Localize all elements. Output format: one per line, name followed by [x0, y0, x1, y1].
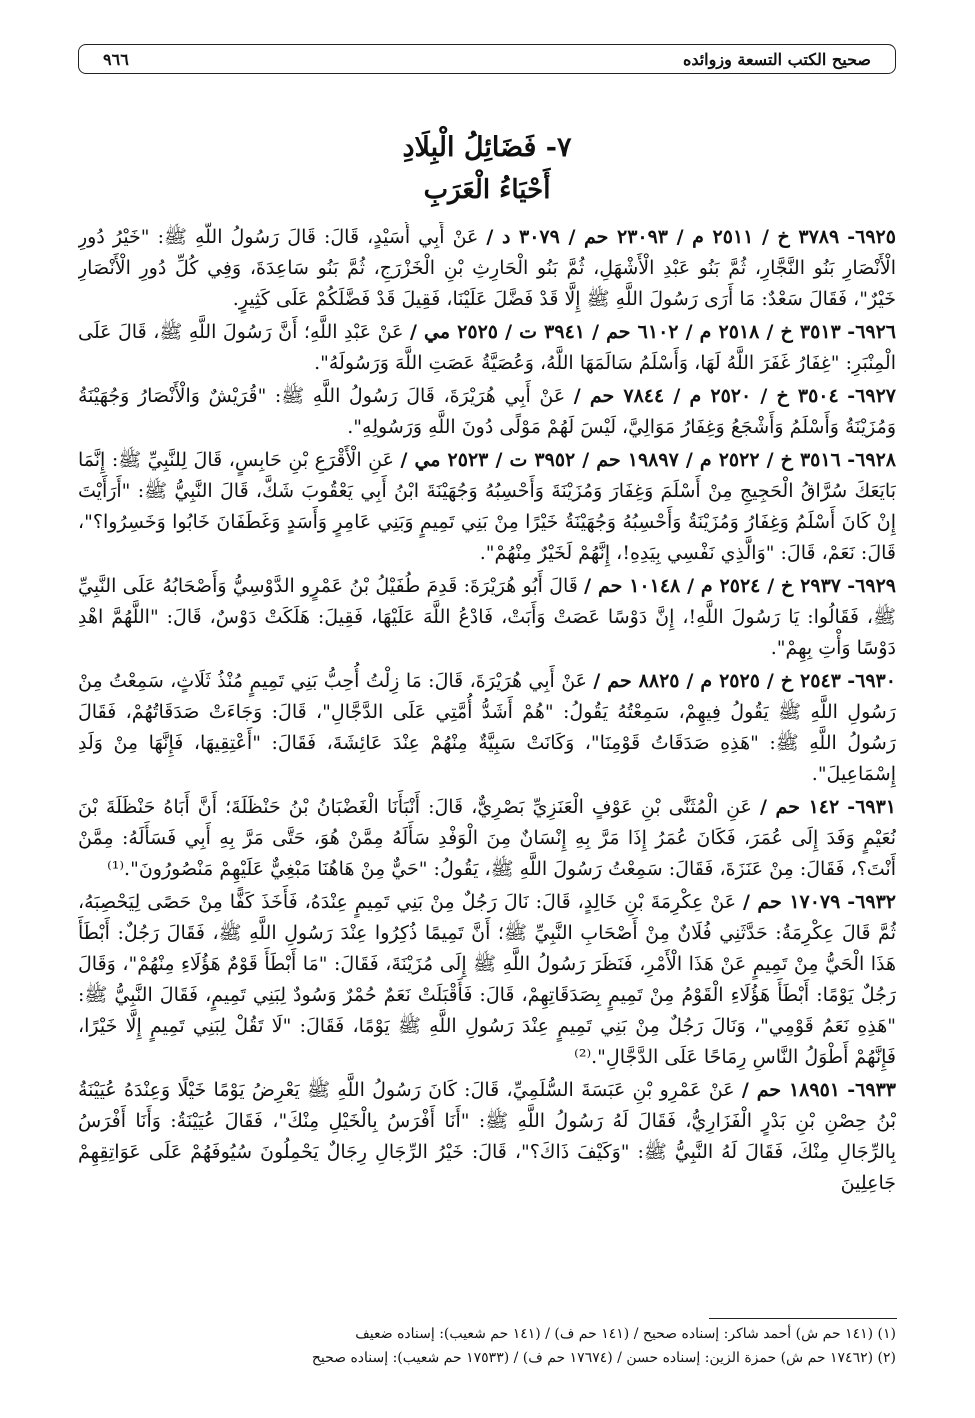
hadith-text: عَنِ الْمُثَنَّى بْنِ عَوْفٍ الْعَنَزِيِّ بَصْرِيٌّ، قَالَ: أَنْبَأَنَا الْغَضْبَانُ بْنُ حَنْظَلَةَ؛ أَنَّ أَبَاهُ حَنْظَلَةَ بْنَ نُعَيْمٍ وَفَدَ إِلَى عُمَرَ، فَكَانَ عُمَرُ إِذَا مَرَّ بِهِ إِنْسَانٌ مِنَ الْوَفْدِ سَأَلَهُ مِمَّنْ هُوَ، حَتَّى مَرَّ بِهِ أَبِي فَسَأَلَهُ: مِمَّنْ أَنْتَ؟، فَقَالَ: مِنْ عَنَزَةَ، فَقَالَ: سَمِعْتُ رَسُولَ اللَّهِ ﷺ، يَقُولُ: "حَيٌّ مِنْ هَاهُنَا مَبْغِيٌّ عَلَيْهِمْ مَنْصُورُونَ".⁽¹⁾ — [78, 796, 896, 880]
footnote-divider — [709, 1318, 897, 1319]
hadith-text: عَنْ أَبِي أُسَيْدٍ، قَالَ: قَالَ رَسُولُ اللَّهِ ﷺ: "خَيْرُ دُورِ الْأَنْصَارِ بَنُو النَّجَّارِ، ثُمَّ بَنُو عَبْدِ الْأَشْهَلِ، ثُمَّ بَنُو الْحَارِثِ بْنِ الْخَزْرَجِ، ثُمَّ بَنُو سَاعِدَةَ، وَفِي كُلِّ دُورِ الْأَنْصَارِ خَيْرٌ"، فَقَالَ سَعْدٌ: مَا أَرَى رَسُولَ اللَّهِ ﷺ إِلَّا قَدْ فَضَّلَ عَلَيْنَا، فَقِيلَ قَدْ فَضَّلَكُمْ عَلَى كَثِيرٍ. — [78, 226, 896, 310]
hadith-references: ٣٥٠٤ خ / ٢٥٢٠ م / ٧٨٤٤ حم / — [573, 385, 839, 407]
hadith-references: ٣٥١٦ خ / ٢٥٢٢ م / ١٩٨٩٧ حم / ٣٩٥٢ ت / ٢٥٢٣ مي / — [400, 449, 841, 471]
hadith-number: ٦٩٢٦- — [847, 321, 896, 343]
hadith-paragraph — [78, 571, 896, 664]
footnotes — [78, 1322, 896, 1370]
hadith-number: ٦٩٢٧- — [847, 385, 896, 407]
hadith-text: عَنْ أَبِي هُرَيْرَةَ، قَالَ: مَا زِلْتُ أُحِبُّ بَنِي تَمِيمٍ مُنْذُ ثَلَاثٍ، سَمِعْتُ مِنْ رَسُولِ اللَّهِ ﷺ يَقُولُ فِيهِمْ، سَمِعْتُهُ يَقُولُ: "هُمْ أَشَدُّ أُمَّتِي عَلَى الدَّجَّالِ"، قَالَ: وَجَاءَتْ صَدَقَاتُهُمْ، فَقَالَ رَسُولُ اللَّهِ ﷺ: "هَذِهِ صَدَقَاتُ قَوْمِنَا"، وَكَانَتْ سَبِيَّةٌ مِنْهُمْ عِنْدَ عَائِشَةَ، فَقَالَ: "أَعْتِقِيهَا، فَإِنَّهَا مِنْ وَلَدِ إِسْمَاعِيلَ". — [78, 670, 896, 785]
hadith-references: ٢٩٣٧ خ / ٢٥٢٤ م / ١٠١٤٨ حم / — [584, 575, 841, 597]
hadith-number: ٦٩٢٩- — [847, 575, 896, 597]
hadith-number: ٦٩٣١- — [847, 796, 896, 818]
hadith-list — [78, 222, 896, 1312]
page-number: ٩٦٦ — [103, 49, 129, 69]
book-title: صحيح الكتب التسعة وزوائده — [682, 49, 871, 69]
hadith-number: ٦٩٣٣- — [847, 1079, 896, 1101]
hadith-text: عَنِ الْأَقْرَعِ بْنِ حَابِسٍ، قَالَ لِلنَّبِيِّ ﷺ: إِنَّمَا بَايَعَكَ سُرَّاقُ الْحَجِيجِ مِنْ أَسْلَمَ وَغِفَارَ وَمُزَيْنَةَ وَأَحْسِبُهُ وَجُهَيْنَةَ ابْنُ أَبِي يَعْقُوبَ شَكَّ، قَالَ النَّبِيُّ ﷺ: "أَرَأَيْتَ إِنْ كَانَ أَسْلَمُ وَغِفَارُ وَمُزَيْنَةُ وَأَحْسِبُهُ وَجُهَيْنَةُ خَيْرًا مِنْ بَنِي تَمِيمٍ وَبَنِي عَامِرٍ وَأَسَدٍ وَغَطَفَانَ خَابُوا وَخَسِرُوا؟"، قَالَ: نَعَمْ، قَالَ: "وَالَّذِي نَفْسِي بِيَدِهِ!، إِنَّهُمْ لَخَيْرٌ مِنْهُمْ". — [78, 449, 896, 564]
hadith-references: ١٧٠٧٩ حم / — [742, 891, 841, 913]
hadith-paragraph — [78, 666, 896, 790]
hadith-text: عَنْ عَمْرِو بْنِ عَبَسَةَ السُّلَمِيِّ، قَالَ: كَانَ رَسُولُ اللَّهِ ﷺ يَعْرِضُ يَوْمًا خَيْلًا وَعِنْدَهُ عُيَيْنَةُ بْنُ حِصْنِ بْنِ بَدْرٍ الْفَزَارِيُّ، فَقَالَ لَهُ رَسُولُ اللَّهِ ﷺ: "أَنَا أَفْرَسُ بِالْخَيْلِ مِنْكَ"، فَقَالَ عُيَيْنَةُ: وَأَنَا أَفْرَسُ بِالرِّجَالِ مِنْكَ، فَقَالَ لَهُ النَّبِيُّ ﷺ: "وَكَيْفَ ذَاكَ؟"، قَالَ: خَيْرُ الرِّجَالِ رِجَالٌ يَحْمِلُونَ سُيُوفَهُمْ عَلَى عَوَاتِقِهِمْ جَاعِلِينَ — [78, 1079, 896, 1194]
footnote-1: (١) (١٤١ حم ش) أحمد شاكر: إسناده صحيح / (١٤١ حم ف) / (١٤١ حم شعيب): إسناده ضعيف — [355, 1326, 896, 1342]
hadith-text: قَالَ أَبُو هُرَيْرَةَ: قَدِمَ طُفَيْلُ بْنُ عَمْرٍو الدَّوْسِيُّ وَأَصْحَابُهُ عَلَى النَّبِيِّ ﷺ، فَقَالُوا: يَا رَسُولَ اللَّهِ!، إِنَّ دَوْسًا عَصَتْ وَأَبَتْ، فَادْعُ اللَّهَ عَلَيْهَا، فَقِيلَ: هَلَكَتْ دَوْسٌ، قَالَ: "اللَّهُمَّ اهْدِ دَوْسًا وَأْتِ بِهِمْ". — [78, 575, 896, 659]
hadith-references: ٣٥١٣ خ / ٢٥١٨ م / ٦١٠٢ حم / ٣٩٤١ ت / ٢٥٢٥ مي / — [409, 321, 841, 343]
hadith-paragraph — [78, 1075, 896, 1199]
hadith-references: ١٨٩٥١ حم / — [741, 1079, 840, 1101]
hadith-number: ٦٩٢٥- — [847, 226, 896, 248]
hadith-paragraph — [78, 381, 896, 443]
section-title: أَحْيَاءُ الْعَرَبِ — [423, 175, 551, 205]
hadith-references: ٣٧٨٩ خ / ٢٥١١ م / ٢٣٠٩٣ حم / ٣٠٧٩ د / — [486, 226, 840, 248]
hadith-text: عَنْ عَبْدِ اللَّهِ؛ أَنَّ رَسُولَ اللَّهِ ﷺ، قَالَ عَلَى الْمِنْبَرِ: "غِفَارُ غَفَرَ اللَّهُ لَهَا، وَأَسْلَمُ سَالَمَهَا اللَّهُ، وَعُصَيَّةُ عَصَتِ اللَّهَ وَرَسُولَهُ". — [78, 321, 896, 374]
hadith-paragraph — [78, 317, 896, 379]
chapter-title: ٧- فَضَائِلُ الْبِلَادِ — [402, 132, 572, 163]
hadith-paragraph — [78, 445, 896, 569]
hadith-paragraph — [78, 222, 896, 315]
hadith-text: عَنْ أَبِي هُرَيْرَةَ، قَالَ رَسُولُ اللَّهِ ﷺ: "قُرَيْشٌ وَالْأَنْصَارُ وَجُهَيْنَةُ وَمُزَيْنَةُ وَأَسْلَمُ وَأَشْجَعُ وَغِفَارُ مَوَالِيَّ، لَيْسَ لَهُمْ مَوْلًى دُونَ اللَّهِ وَرَسُولِهِ". — [78, 385, 896, 438]
hadith-references: ٢٥٤٣ خ / ٢٥٢٥ م / ٨٨٢٥ حم / — [593, 670, 841, 692]
hadith-text: عَنْ عِكْرِمَةَ بْنِ خَالِدٍ، قَالَ: نَالَ رَجُلٌ مِنْ بَنِي تَمِيمٍ عِنْدَهُ، فَأَخَذَ كَفًّا مِنْ حَصًى لِيَحْصِبَهُ، ثُمَّ قَالَ عِكْرِمَةُ: حَدَّثَنِي فُلَانٌ مِنْ أَصْحَابِ النَّبِيِّ ﷺ؛ أَنَّ تَمِيمًا ذُكِرُوا عِنْدَ رَسُولِ اللَّهِ ﷺ، فَقَالَ رَجُلٌ: أَبْطَأَ هَذَا الْحَيُّ مِنْ تَمِيمٍ عَنْ هَذَا الْأَمْرِ، فَنَظَرَ رَسُولُ اللَّهِ ﷺ إِلَى مُزَيْنَةَ، فَقَالَ: "مَا أَبْطَأَ قَوْمٌ هَؤُلَاءِ مِنْهُمْ"، وَقَالَ رَجُلٌ يَوْمًا: أَبْطَأَ هَؤُلَاءِ الْقَوْمُ مِنْ تَمِيمٍ بِصَدَقَاتِهِمْ، قَالَ: فَأَقْبَلَتْ نَعَمٌ حُمْرٌ وَسُودٌ لِبَنِي تَمِيمٍ، فَقَالَ النَّبِيُّ ﷺ: "هَذِهِ نَعَمُ قَوْمِي"، وَنَالَ رَجُلٌ مِنْ بَنِي تَمِيمٍ عِنْدَ رَسُولِ اللَّهِ ﷺ يَوْمًا، فَقَالَ: "لَا تَقُلْ لِبَنِي تَمِيمٍ إِلَّا خَيْرًا، فَإِنَّهُمْ أَطْوَلُ النَّاسِ رِمَاحًا عَلَى الدَّجَّالِ".⁽²⁾ — [78, 891, 896, 1068]
hadith-number: ٦٩٣٠- — [847, 670, 896, 692]
footnote-2: (٢) (١٧٤٦٢ حم ش) حمزة الزين: إسناده حسن / (١٧٦٧٤ حم ف) / (١٧٥٣٣ حم شعيب): إسناده صحيح — [311, 1350, 896, 1366]
hadith-paragraph — [78, 792, 896, 885]
hadith-number: ٦٩٣٢- — [847, 891, 896, 913]
hadith-number: ٦٩٢٨- — [847, 449, 896, 471]
hadith-paragraph — [78, 887, 896, 1073]
hadith-references: ١٤٢ حم / — [759, 796, 840, 818]
page-header — [78, 44, 896, 74]
